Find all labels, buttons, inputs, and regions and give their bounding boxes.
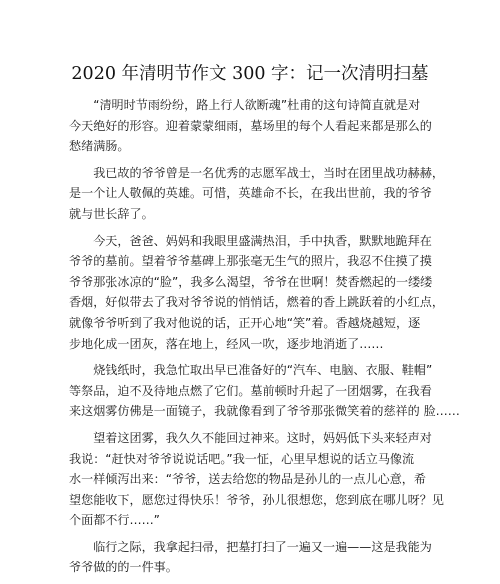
text-line: 望您能收下，愿您过得快乐！爷爷，孙儿很想您，您到底在哪儿呀？见 [69,492,444,507]
text-line: 步地化成一团灰，落在地上，经风一吹，逐步地消逝了…… [69,336,384,351]
text-line: 烧钱纸时，我急忙取出早已准备好的“汽车、电脑、衣服、鞋帽” [93,363,433,378]
text-line: “清明时节雨纷纷，路上行人欲断魂”杜甫的这句诗简直就是对 [93,98,421,112]
paragraph-2 [69,163,444,225]
text-line: 是一个让人敬佩的英雄。可惜，英雄命不长，在我出世前，我的爷爷 [69,186,432,201]
text-line: 个面都不行……” [69,513,160,528]
text-line: 我已故的爷爷曾是一名优秀的志愿军战士，当时在团里战功赫赫， [93,165,444,180]
article-body [69,95,460,584]
text-line: 香烟，好似带去了我对爷爷说的悄悄话，燃着的香上跳跃着的小红点， [69,295,444,310]
paragraph-5 [69,428,444,531]
text-line: 水一样倾泻出来：“爷爷，送去给您的物品是孙儿的一点儿心意，希 [69,472,426,487]
text-line: 望着这团雾，我久久不能回过神来。这时，妈妈低下头来轻声对 [93,430,432,445]
page-title: 2020 年清明节作文 300 字：记一次清明扫墓 [71,64,429,84]
text-line: 临行之际，我拿起扫帚，把墓打扫了一遍又一遍——这是我能为 [93,539,432,554]
text-line: 我说：“赶快对爷爷说说话吧。”我一怔，心里早想说的话立马像流 [69,451,415,466]
paragraph-4 [69,360,460,422]
text-line: 等祭品，迫不及待地点燃了它们。墓前顿时升起了一团烟雾，在我看 [69,383,432,398]
paragraph-1 [69,95,434,157]
text-line: 就像爷爷听到了我对他说的话，正开心地“笑”着。香越烧越短，逐 [69,315,421,330]
paragraph-3 [69,231,444,355]
text-line: 就与世长辞了。 [69,206,154,221]
paragraph-6 [69,537,434,578]
text-line: 愁绪满肠。 [69,139,130,154]
text-line: 爷爷那张冰凉的“脸”，我多么渴望，爷爷在世啊！焚香燃起的一缕缕 [69,274,433,289]
text-line: 来这烟雾仿佛是一面镜子，我就像看到了爷爷那张微笑着的慈祥的 脸…… [69,404,460,419]
text-line: 今天绝好的形容。迎着蒙蒙细雨，墓场里的每个人看起来都是那么的 [69,118,432,133]
text-line: 今天，爸爸、妈妈和我眼里盛满热泪，手中执香，默默地跪拜在 [93,233,432,248]
text-line: 爷爷的墓前。望着爷爷墓碑上那张毫无生气的照片，我忍不住摸了摸 [69,254,432,269]
text-line: 爷爷做的的一件事。 [69,560,178,575]
